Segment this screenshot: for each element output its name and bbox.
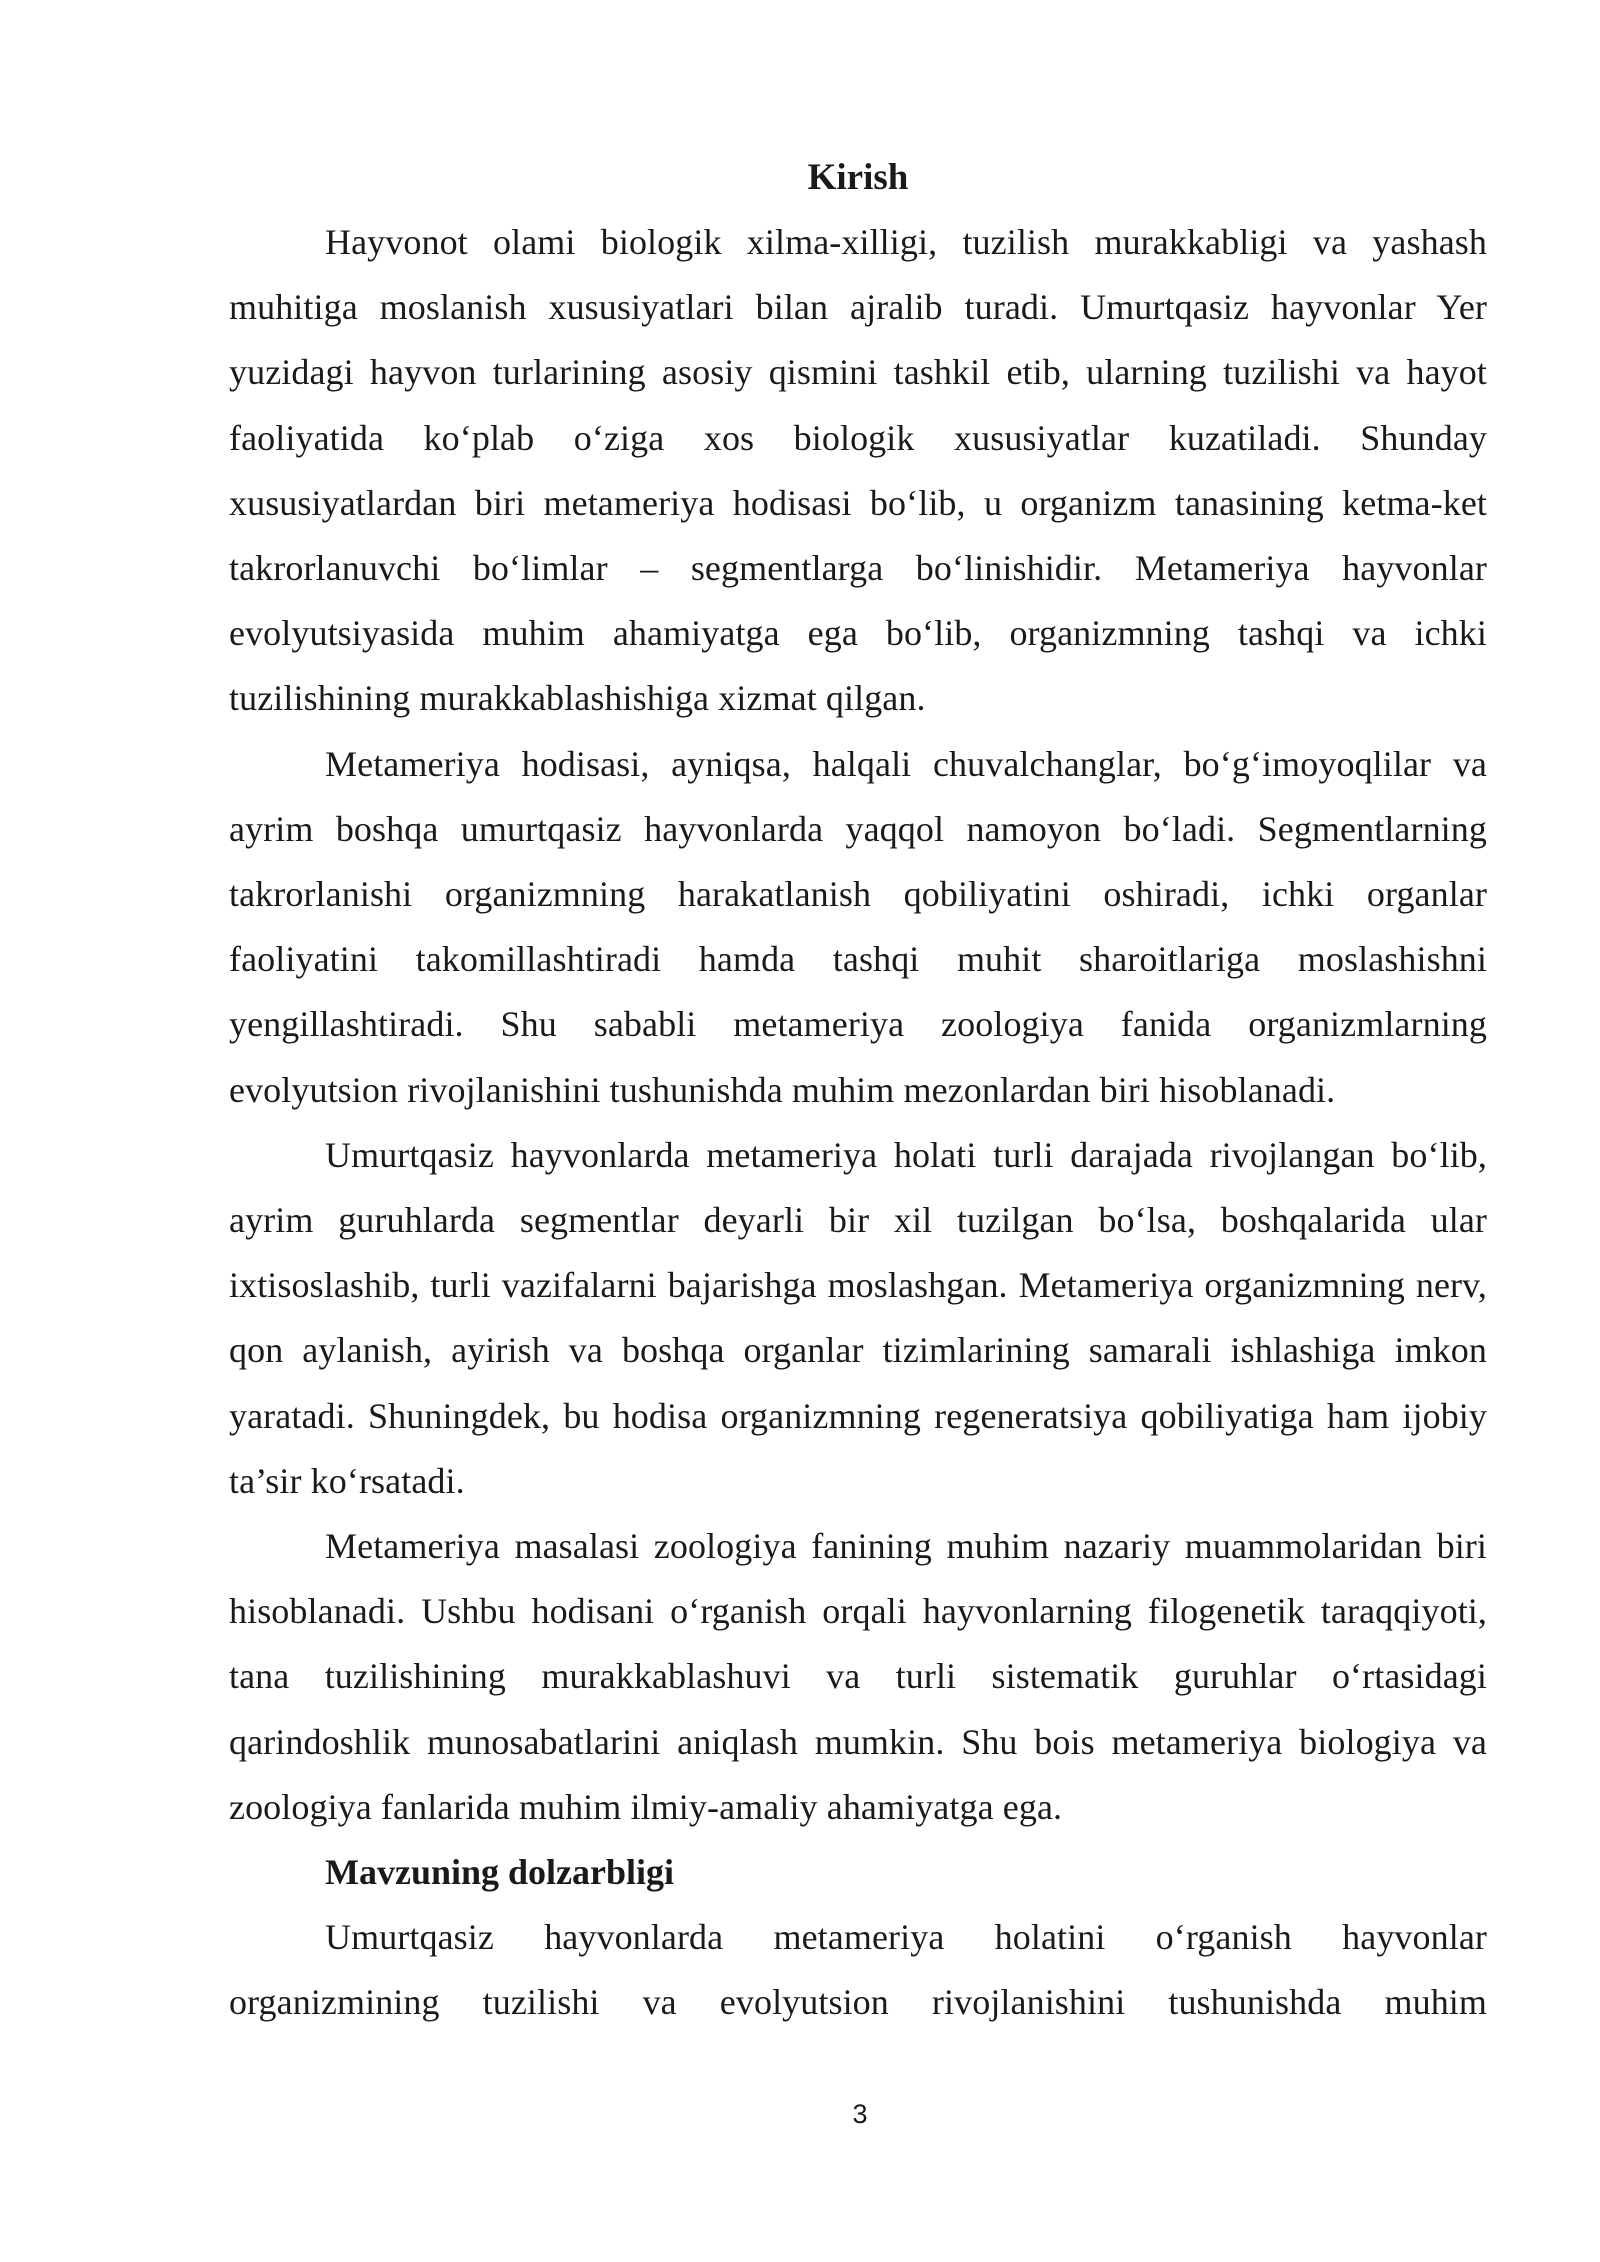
page-number: 3 <box>852 2099 868 2129</box>
section-title: Kirish <box>807 157 909 198</box>
paragraph-3: Umurtqasiz hayvonlarda metameriya holati turli darajada rivojlangan bo‘lib, ayrim guruhlarda segmentlar deyarli bir xil tuzilgan bo‘lsa, boshqalarida ular ixtisoslashib, turli vazifalarni bajarishga moslashgan. Metameriya organizmning nerv, qon aylanish, ayirish va boshqa organlar tizimlarining samarali ishlashiga imkon yaratadi. Shuningdek, bu hodisa organizmning regeneratsiya qobiliyatiga ham ijobiy ta’sir ko‘rsatadi. <box>229 1134 1487 1501</box>
page-content <box>229 145 1487 2036</box>
paragraph-2: Metameriya hodisasi, ayniqsa, halqali chuvalchanglar, bo‘g‘imoyoqlilar va ayrim boshqa umurtqasiz hayvonlarda yaqqol namoyon bo‘ladi. Segmentlarning takrorlanishi organizmning harakatlanish qobiliyatini oshiradi, ichki organlar faoliyatini takomillashtiradi hamda tashqi muhit sharoitlariga moslashishni yengillashtiradi. Shu sababli metameriya zoologiya fanida organizmlarning evolyutsion rivojlanishini tushunishda muhim mezonlardan biri hisoblanadi. <box>229 743 1487 1110</box>
paragraph-1: Hayvonot olami biologik xilma-xilligi, tuzilish murakkabligi va yashash muhitiga moslanish xususiyatlari bilan ajralib turadi. Umurtqasiz hayvonlar Yer yuzidagi hayvon turlarining asosiy qismini tashkil etib, ularning tuzilishi va hayot faoliyatida ko‘plab o‘ziga xos biologik xususiyatlar kuzatiladi. Shunday xususiyatlardan biri metameriya hodisasi bo‘lib, u organizm tanasining ketma-ket takrorlanuvchi bo‘limlar – segmentlarga bo‘linishidir. Metameriya hayvonlar evolyutsiyasida muhim ahamiyatga ega bo‘lib, organizmning tashqi va ichki tuzilishining murakkablashishiga xizmat qilgan. <box>229 222 1487 719</box>
paragraph-4: Metameriya masalasi zoologiya fanining muhim nazariy muammolaridan biri hisoblanadi. Ushbu hodisani o‘rganish orqali hayvonlarning filogenetik taraqqiyoti, tana tuzilishining murakkablashuvi va turli sistematik guruhlar o‘rtasidagi qarindoshlik munosabatlarini aniqlash mumkin. Shu bois metameriya biologiya va zoologiya fanlarida muhim ilmiy-amaliy ahamiyatga ega. <box>229 1526 1487 1827</box>
subheading: Mavzuning dolzarbligi <box>325 1852 675 1893</box>
paragraph-5: Umurtqasiz hayvonlarda metameriya holatini o‘rganish hayvonlar organizmining tuzilishi va evolyutsion rivojlanishini tushunishda muhim <box>229 1917 1487 2023</box>
